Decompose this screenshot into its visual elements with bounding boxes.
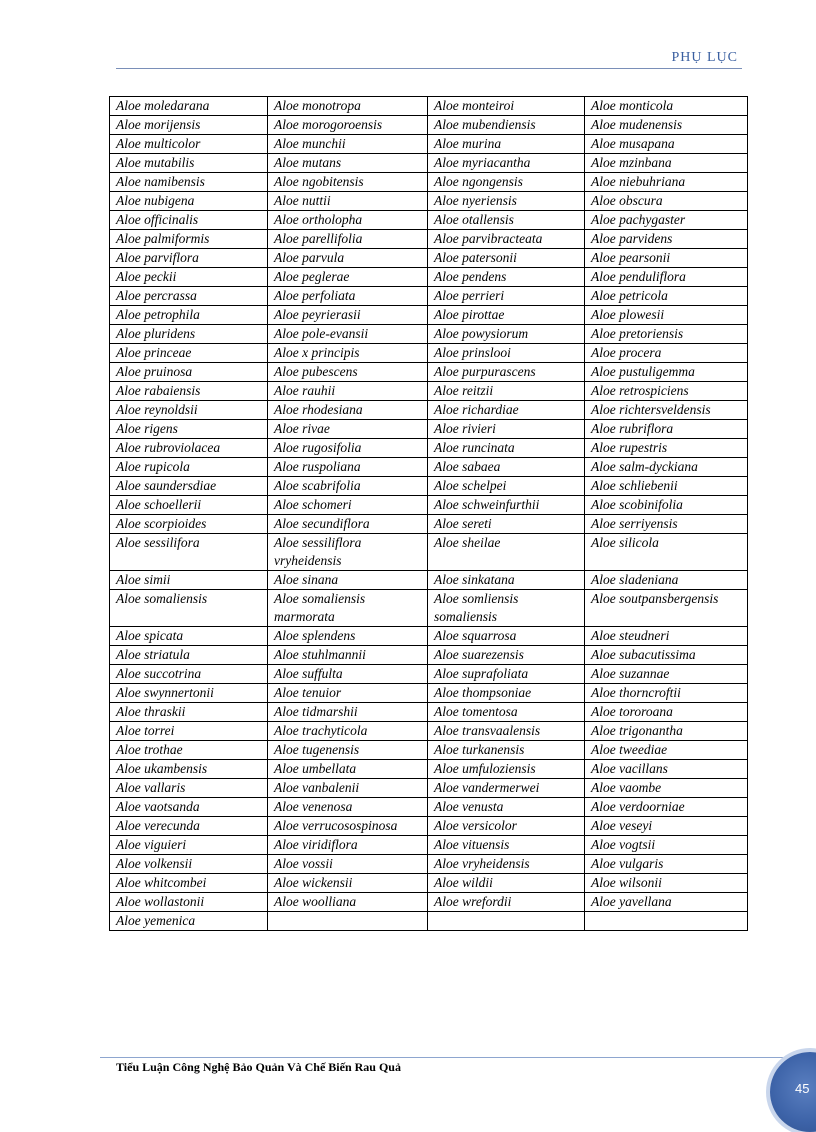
table-cell: Aloe patersonii — [428, 249, 585, 268]
table-cell: Aloe mutans — [268, 154, 428, 173]
table-cell: Aloe reitzii — [428, 382, 585, 401]
table-cell: Aloe trothae — [110, 741, 268, 760]
table-cell: Aloe x principis — [268, 344, 428, 363]
table-cell: Aloe peglerae — [268, 268, 428, 287]
table-cell: Aloe monticola — [585, 97, 748, 116]
table-cell: Aloe scorpioides — [110, 515, 268, 534]
table-row — [110, 477, 748, 496]
table-cell: Aloe schomeri — [268, 496, 428, 515]
table-cell: Aloe rubriflora — [585, 420, 748, 439]
table-cell: Aloe peckii — [110, 268, 268, 287]
table-cell: Aloe scabrifolia — [268, 477, 428, 496]
table-row — [110, 268, 748, 287]
table-cell: Aloe pruinosa — [110, 363, 268, 382]
table-row — [110, 836, 748, 855]
table-cell: Aloe mutabilis — [110, 154, 268, 173]
table-cell: Aloe tweediae — [585, 741, 748, 760]
table-cell: Aloe nyeriensis — [428, 192, 585, 211]
table-cell: Aloe sessiliflora vryheidensis — [268, 534, 428, 571]
table-cell: Aloe squarrosa — [428, 627, 585, 646]
table-row — [110, 684, 748, 703]
table-row — [110, 496, 748, 515]
table-cell: Aloe vaotsanda — [110, 798, 268, 817]
table-cell: Aloe steudneri — [585, 627, 748, 646]
table-cell: Aloe pustuligemma — [585, 363, 748, 382]
table-cell: Aloe retrospiciens — [585, 382, 748, 401]
table-cell: Aloe umfuloziensis — [428, 760, 585, 779]
table-row — [110, 382, 748, 401]
table-cell: Aloe vryheidensis — [428, 855, 585, 874]
table-cell: Aloe rugosifolia — [268, 439, 428, 458]
table-cell: Aloe pendens — [428, 268, 585, 287]
table-cell: Aloe rivae — [268, 420, 428, 439]
table-cell: Aloe transvaalensis — [428, 722, 585, 741]
table-cell: Aloe volkensii — [110, 855, 268, 874]
table-cell: Aloe schoellerii — [110, 496, 268, 515]
table-cell: Aloe procera — [585, 344, 748, 363]
table-cell: Aloe schweinfurthii — [428, 496, 585, 515]
table-cell: Aloe perfoliata — [268, 287, 428, 306]
table-cell: Aloe richardiae — [428, 401, 585, 420]
table-cell: Aloe silicola — [585, 534, 748, 571]
table-row — [110, 874, 748, 893]
header-divider — [116, 68, 742, 69]
table-cell: Aloe verrucosospinosa — [268, 817, 428, 836]
table-cell: Aloe subacutissima — [585, 646, 748, 665]
table-cell: Aloe viguieri — [110, 836, 268, 855]
table-cell: Aloe sinana — [268, 571, 428, 590]
table-row — [110, 741, 748, 760]
table-cell: Aloe viridiflora — [268, 836, 428, 855]
table-row — [110, 703, 748, 722]
table-cell: Aloe pirottae — [428, 306, 585, 325]
table-row — [110, 760, 748, 779]
table-cell: Aloe moledarana — [110, 97, 268, 116]
table-row — [110, 306, 748, 325]
table-cell: Aloe richtersveldensis — [585, 401, 748, 420]
table-cell: Aloe versicolor — [428, 817, 585, 836]
table-cell: Aloe vacillans — [585, 760, 748, 779]
table-cell: Aloe wilsonii — [585, 874, 748, 893]
table-cell: Aloe runcinata — [428, 439, 585, 458]
table-cell: Aloe succotrina — [110, 665, 268, 684]
table-cell: Aloe rabaiensis — [110, 382, 268, 401]
table-row — [110, 344, 748, 363]
table-cell: Aloe mudenensis — [585, 116, 748, 135]
table-cell: Aloe nubigena — [110, 192, 268, 211]
table-cell: Aloe multicolor — [110, 135, 268, 154]
table-cell: Aloe suffulta — [268, 665, 428, 684]
table-cell: Aloe musapana — [585, 135, 748, 154]
table-cell: Aloe parvidens — [585, 230, 748, 249]
species-table-body — [110, 97, 748, 931]
table-cell: Aloe vulgaris — [585, 855, 748, 874]
table-cell: Aloe parvibracteata — [428, 230, 585, 249]
table-cell: Aloe otallensis — [428, 211, 585, 230]
table-cell: Aloe purpurascens — [428, 363, 585, 382]
table-cell: Aloe torrei — [110, 722, 268, 741]
table-cell — [268, 912, 428, 931]
table-cell: Aloe niebuhriana — [585, 173, 748, 192]
table-cell: Aloe suprafoliata — [428, 665, 585, 684]
table-cell: Aloe wrefordii — [428, 893, 585, 912]
table-row — [110, 401, 748, 420]
table-row — [110, 173, 748, 192]
table-cell: Aloe parviflora — [110, 249, 268, 268]
table-cell: Aloe mubendiensis — [428, 116, 585, 135]
table-cell: Aloe plowesii — [585, 306, 748, 325]
table-cell: Aloe tomentosa — [428, 703, 585, 722]
table-cell: Aloe swynnertonii — [110, 684, 268, 703]
table-cell: Aloe pubescens — [268, 363, 428, 382]
table-cell: Aloe wollastonii — [110, 893, 268, 912]
table-cell: Aloe nuttii — [268, 192, 428, 211]
section-title: PHỤ LỤC — [671, 50, 738, 65]
table-cell: Aloe namibensis — [110, 173, 268, 192]
table-cell: Aloe woolliana — [268, 893, 428, 912]
table-cell: Aloe spicata — [110, 627, 268, 646]
table-cell: Aloe vituensis — [428, 836, 585, 855]
table-cell: Aloe verecunda — [110, 817, 268, 836]
table-cell: Aloe ukambensis — [110, 760, 268, 779]
table-row — [110, 798, 748, 817]
table-row — [110, 439, 748, 458]
table-cell: Aloe yavellana — [585, 893, 748, 912]
table-cell: Aloe soutpansbergensis — [585, 590, 748, 627]
table-cell: Aloe umbellata — [268, 760, 428, 779]
table-cell: Aloe morogoroensis — [268, 116, 428, 135]
table-cell: Aloe reynoldsii — [110, 401, 268, 420]
table-row — [110, 646, 748, 665]
table-cell: Aloe pluridens — [110, 325, 268, 344]
table-cell: Aloe tenuior — [268, 684, 428, 703]
table-cell: Aloe prinslooi — [428, 344, 585, 363]
table-cell: Aloe parvula — [268, 249, 428, 268]
table-row — [110, 893, 748, 912]
table-cell: Aloe suzannae — [585, 665, 748, 684]
table-cell: Aloe veseyi — [585, 817, 748, 836]
table-row — [110, 154, 748, 173]
table-cell: Aloe ruspoliana — [268, 458, 428, 477]
table-cell: Aloe murina — [428, 135, 585, 154]
table-cell: Aloe ngongensis — [428, 173, 585, 192]
table-cell: Aloe munchii — [268, 135, 428, 154]
table-cell: Aloe trachyticola — [268, 722, 428, 741]
table-cell: Aloe wildii — [428, 874, 585, 893]
table-cell: Aloe petricola — [585, 287, 748, 306]
table-cell: Aloe whitcombei — [110, 874, 268, 893]
table-cell: Aloe venusta — [428, 798, 585, 817]
table-row — [110, 287, 748, 306]
table-row — [110, 515, 748, 534]
table-cell: Aloe venenosa — [268, 798, 428, 817]
table-cell — [428, 912, 585, 931]
table-cell: Aloe vogtsii — [585, 836, 748, 855]
table-row — [110, 116, 748, 135]
table-cell: Aloe vossii — [268, 855, 428, 874]
table-cell — [585, 912, 748, 931]
table-cell: Aloe salm-dyckiana — [585, 458, 748, 477]
table-cell: Aloe vandermerwei — [428, 779, 585, 798]
table-cell: Aloe ortholopha — [268, 211, 428, 230]
table-row — [110, 722, 748, 741]
table-cell: Aloe sinkatana — [428, 571, 585, 590]
table-cell: Aloe turkanensis — [428, 741, 585, 760]
table-row — [110, 458, 748, 477]
table-cell: Aloe rupicola — [110, 458, 268, 477]
table-cell: Aloe palmiformis — [110, 230, 268, 249]
table-cell: Aloe princeae — [110, 344, 268, 363]
table-cell: Aloe somaliensis marmorata — [268, 590, 428, 627]
table-cell: Aloe rhodesiana — [268, 401, 428, 420]
table-cell: Aloe vaombe — [585, 779, 748, 798]
table-cell: Aloe schelpei — [428, 477, 585, 496]
table-cell: Aloe rubroviolacea — [110, 439, 268, 458]
table-cell: Aloe striatula — [110, 646, 268, 665]
footer-document-title: Tiểu Luận Công Nghệ Bảo Quản Và Chế Biến Rau Quả — [116, 1060, 401, 1074]
table-cell: Aloe sereti — [428, 515, 585, 534]
table-cell: Aloe rupestris — [585, 439, 748, 458]
table-cell: Aloe rigens — [110, 420, 268, 439]
table-cell: Aloe rauhii — [268, 382, 428, 401]
table-row — [110, 211, 748, 230]
table-row — [110, 325, 748, 344]
table-cell: Aloe scobinifolia — [585, 496, 748, 515]
table-cell: Aloe wickensii — [268, 874, 428, 893]
table-cell: Aloe sheilae — [428, 534, 585, 571]
table-row — [110, 912, 748, 931]
table-cell: Aloe splendens — [268, 627, 428, 646]
table-row — [110, 627, 748, 646]
table-row — [110, 420, 748, 439]
table-row — [110, 817, 748, 836]
table-cell: Aloe verdoorniae — [585, 798, 748, 817]
table-cell: Aloe thompsoniae — [428, 684, 585, 703]
table-row — [110, 779, 748, 798]
table-cell: Aloe trigonantha — [585, 722, 748, 741]
table-cell: Aloe parellifolia — [268, 230, 428, 249]
table-cell: Aloe mzinbana — [585, 154, 748, 173]
table-cell: Aloe myriacantha — [428, 154, 585, 173]
page-number: 45 — [795, 1081, 810, 1096]
table-cell: Aloe peyrierasii — [268, 306, 428, 325]
table-cell: Aloe saundersdiae — [110, 477, 268, 496]
table-row — [110, 192, 748, 211]
table-cell: Aloe monteiroi — [428, 97, 585, 116]
table-cell: Aloe secundiflora — [268, 515, 428, 534]
table-row — [110, 590, 748, 627]
table-cell: Aloe sabaea — [428, 458, 585, 477]
table-row — [110, 230, 748, 249]
table-row — [110, 571, 748, 590]
table-cell: Aloe tidmarshii — [268, 703, 428, 722]
table-cell: Aloe petrophila — [110, 306, 268, 325]
table-cell: Aloe officinalis — [110, 211, 268, 230]
table-cell: Aloe sladeniana — [585, 571, 748, 590]
table-cell: Aloe penduliflora — [585, 268, 748, 287]
table-cell: Aloe yemenica — [110, 912, 268, 931]
table-cell: Aloe schliebenii — [585, 477, 748, 496]
table-cell: Aloe simii — [110, 571, 268, 590]
table-cell: Aloe pole-evansii — [268, 325, 428, 344]
table-cell: Aloe vallaris — [110, 779, 268, 798]
table-cell: Aloe morijensis — [110, 116, 268, 135]
aloe-species-table — [109, 96, 748, 931]
table-cell: Aloe percrassa — [110, 287, 268, 306]
table-cell: Aloe rivieri — [428, 420, 585, 439]
table-cell: Aloe stuhlmannii — [268, 646, 428, 665]
table-cell: Aloe perrieri — [428, 287, 585, 306]
table-cell: Aloe tororoana — [585, 703, 748, 722]
table-cell: Aloe somaliensis — [110, 590, 268, 627]
table-row — [110, 97, 748, 116]
table-cell: Aloe suarezensis — [428, 646, 585, 665]
table-row — [110, 363, 748, 382]
table-row — [110, 665, 748, 684]
table-row — [110, 135, 748, 154]
table-row — [110, 855, 748, 874]
table-cell: Aloe somliensis somaliensis — [428, 590, 585, 627]
table-cell: Aloe pearsonii — [585, 249, 748, 268]
table-row — [110, 534, 748, 571]
table-cell: Aloe powysiorum — [428, 325, 585, 344]
table-cell: Aloe obscura — [585, 192, 748, 211]
table-row — [110, 249, 748, 268]
table-cell: Aloe pachygaster — [585, 211, 748, 230]
table-cell: Aloe ngobitensis — [268, 173, 428, 192]
table-cell: Aloe sessilifora — [110, 534, 268, 571]
table-cell: Aloe tugenensis — [268, 741, 428, 760]
table-cell: Aloe thorncroftii — [585, 684, 748, 703]
footer-divider — [100, 1057, 800, 1058]
table-cell: Aloe vanbalenii — [268, 779, 428, 798]
table-cell: Aloe serriyensis — [585, 515, 748, 534]
table-cell: Aloe pretoriensis — [585, 325, 748, 344]
table-cell: Aloe monotropa — [268, 97, 428, 116]
table-cell: Aloe thraskii — [110, 703, 268, 722]
